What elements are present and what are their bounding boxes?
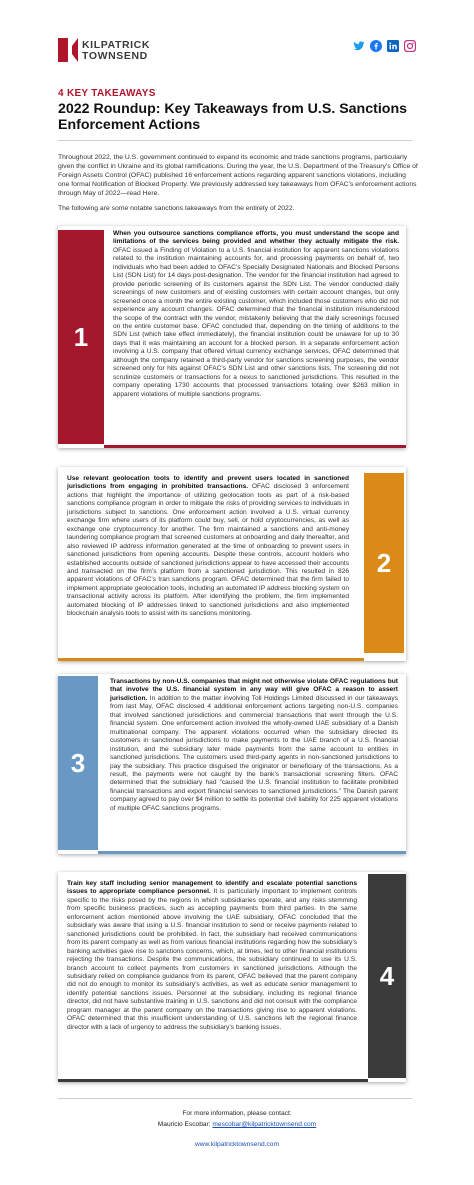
title-divider xyxy=(58,140,412,141)
takeaway-number-badge: 3 xyxy=(58,676,98,850)
contact-heading: For more information, please contact: xyxy=(182,1110,292,1117)
takeaway-text xyxy=(113,230,399,399)
kilpatrick-townsend-logo[interactable] xyxy=(58,38,178,62)
logo-text xyxy=(82,40,150,61)
takeaway-detail: OFAC issued a Finding of Violation to a U.S. financial institution for apparent sanctions violations related to the institution maintaining accounts for, and processing payments on behalf of, two individuals who had been added to OFAC’s Specially Designated Nationals and Blocked Persons List (SDN List) for 14 days post-designation. The vendor for the financial institution had agreed to provide periodic screening of its customers against the SDN List. The vendor conducted daily screenings of new customers and of existing customers with certain account changes, but only screened once a month the entire existing customer, which included those customers who did not experience any account changes. OFAC determined that the financial institution misunderstood the scope of the contract with the vendor, mistakenly believing that the daily screenings focused on the entire customer base. OFAC concluded that, depending on the timing of additions to the SDN List (which take effect immediately), the financial institution could be unaware for up to 30 days that it was maintaining an account for a blocked person. In a separate enforcement action involving a U.S. company that offered virtual currency exchange services, OFAC determined that although the company retained a third-party vendor for sanctions screening purposes, the vendor screened only for hits against OFAC’s SDN List and other sanctions lists. The screening did not scrutinize customers or transactions for a nexus to sanctioned jurisdictions. This resulted in the company operating 1730 accounts that processed transactions totaling over $263 million in apparent violations of multiple sanctions programs. xyxy=(113,246,399,398)
card-accent-line xyxy=(98,851,406,854)
intro-followup: The following are some notable sanctions takeaways from the entirety of 2022. xyxy=(58,205,295,212)
intro-paragraph: Throughout 2022, the U.S. government continued to expand its economic and trade sanctions programs, particularly given the conflict in Ukraine and its global ramifications. During the year, the U.S. Department of the Treasury’s Office of Foreign Assets Control (OFAC) published 16 enforcement actions regarding apparent sanctions violations, including one formal Notification of Blocked Property. We previously addressed key takeaways from OFAC’s enforcement actions through May of 2022—read Here. xyxy=(58,154,418,197)
takeaway-detail: OFAC disclosed 3 enforcement actions that highlight the importance of utilizing geolocation tools as part of a risk-based sanctions compliance program in order to mitigate the risks of providing services to individuals in jurisdictions subject to sanctions. One enforcement action involved a U.S. virtual currency exchange firm where users of its platform could buy, sell, or hold cryptocurrencies, as well as exchange one cryptocurrency for another. The firm maintained a sanctions and anti-money laundering compliance program that screened customers at onboarding and daily thereafter, and also reviewed IP address information generated at the time of onboarding to prevent users in sanctioned jurisdictions from opening accounts. Despite these controls, account holders who established accounts outside of sanctioned jurisdictions appear to have accessed their accounts and transacted on the firm’s platform from a sanctioned jurisdiction. This resulted in 826 apparent violations of OFAC’s Iran sanctions program. OFAC determined that the firm failed to implement appropriate geolocation tools, including an automated IP address blocking system on transactional activity across its platform. After identifying the problem, the firm implemented automated blocking of IP addresses linked to sanctioned jurisdictions and also implemented blockchain analysis tools to assist with its sanctions monitoring. xyxy=(67,483,349,618)
logo-line-1: KILPATRICK xyxy=(82,39,151,51)
website-link[interactable]: www.kilpatricktownsend.com xyxy=(195,1141,279,1148)
logo-mark-icon xyxy=(58,38,78,62)
contact-email-link[interactable]: mescobar@kilpatricktownsend.com xyxy=(212,1121,317,1128)
takeaway-text xyxy=(67,880,357,1032)
takeaway-detail: In addition to the matter involving Toll Holdings Limited discussed in our takeaways from last May, OFAC disclosed 4 additional enforcement actions targeting non-U.S. companies that involved sanctioned jurisdictions and commercial transactions that went through the U.S. financial system. One enforcement action involved the wholly-owned UAE subsidiary of a Danish multinational company. The apparent violations occurred when the subsidiary directed its customers in sanctioned jurisdictions to make payments to the UAE branch of a U.S. financial institution, and the subsidiary later made payments from the same account to entities in sanctioned jurisdictions. The customers used third-party agents in non-sanctioned jurisdictions to pay the subsidiary. This practice disguised the originator or beneficiary of the transactions. As a result, the payments were not caught by the bank’s transactional screening filters. OFAC determined that the subsidiary had “caused the U.S. financial institution to facilitate prohibited financial transactions and export financial services to sanctioned jurisdictions.” The Danish parent company agreed to pay over $4 million to settle its potential civil liability for 225 apparent violations of multiple OFAC sanctions programs. xyxy=(110,694,398,812)
website-line xyxy=(0,1141,474,1148)
contact-line xyxy=(0,1121,474,1128)
takeaway-number-badge: 1 xyxy=(58,230,104,444)
takeaway-lead: Transactions by non-U.S. companies that might not otherwise violate OFAC regulations but that involve the U.S. financial system in any way will give OFAC a reason to assert jurisdiction. xyxy=(110,678,398,702)
page-title: 2022 Roundup: Key Takeaways from U.S. Sanctions Enforcement Actions xyxy=(58,101,408,133)
social-links xyxy=(353,39,416,51)
card-accent-line xyxy=(58,1079,368,1082)
takeaway-card-2 xyxy=(58,467,406,661)
card-accent-line xyxy=(58,658,364,661)
takeaway-number-badge: 4 xyxy=(368,874,406,1078)
kicker-label: 4 KEY TAKEAWAYS xyxy=(58,88,156,99)
facebook-icon[interactable] xyxy=(370,39,382,51)
takeaway-lead: Train key staff including senior management to identify and escalate potential sanctions issues to appropriate compliance personnel. xyxy=(67,880,357,896)
takeaway-card-1 xyxy=(58,226,406,448)
contact-name: Mauricio Escobar: xyxy=(157,1121,211,1128)
takeaway-text xyxy=(67,475,349,619)
email-header xyxy=(0,0,474,90)
takeaway-card-3 xyxy=(58,674,406,854)
instagram-icon[interactable] xyxy=(404,39,416,51)
logo-line-2: TOWNSEND xyxy=(82,49,148,62)
takeaway-detail: It is particularly important to implement controls specific to the risks posed by the regions in which subsidiaries operate, and any risks stemming from specific business practices, such as accepting payments from third parties. In the same enforcement action mentioned above involving the UAE subsidiary, OFAC concluded that the subsidiary was aware that using a U.S. financial institution to send or receive payments related to sanctioned jurisdictions could be prohibited. In fact, the subsidiary had received communications from its parent company as well as from various financial institutions regarding how the subsidiary’s banking activities gave rise to sanctions concerns, which, at times, led to other financial institutions rejecting the transactions. Despite the communications, the subsidiary continued to use its U.S. branch account to collect payments from customers in sanctioned jurisdictions. Although the subsidiary relied on compliance guidance from its parent, OFAC believed that the parent company did not do enough to monitor its subsidiary’s activities, as well as educate senior management to identify potential sanctions issues. Personnel at the subsidiary, including its regional finance director, did not have substantive training in U.S. sanctions and did not consult with the compliance program manager at the parent company on the transactions giving rise to apparent violations. OFAC determined that this insufficient understanding of U.S. sanctions left the regional finance director with a lack of urgency to address the subsidiary’s banking issues. xyxy=(67,888,357,1031)
takeaway-text xyxy=(110,678,398,813)
twitter-icon[interactable] xyxy=(353,39,365,51)
takeaway-lead: When you outsource sanctions compliance efforts, you must understand the scope and limitations of the services being provided and whether they actually mitigate the risk. xyxy=(113,230,399,246)
takeaway-lead: Use relevant geolocation tools to identify and prevent users located in sanctioned jurisdictions from engaging in prohibited transactions. xyxy=(67,475,349,491)
footer-divider xyxy=(58,1098,412,1099)
takeaway-card-4 xyxy=(58,872,406,1082)
takeaway-number-badge: 2 xyxy=(364,473,404,653)
linkedin-icon[interactable] xyxy=(387,39,399,51)
card-accent-line xyxy=(104,445,406,448)
